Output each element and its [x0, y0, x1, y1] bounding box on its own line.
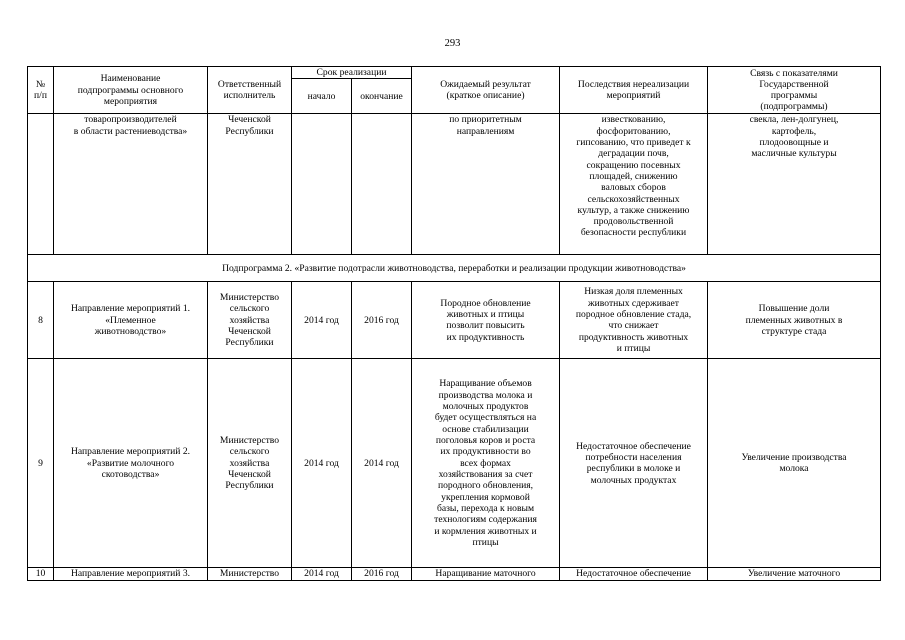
- cell-start: 2014 год: [292, 359, 352, 568]
- header-row-1: [28, 67, 881, 79]
- header-link: Связь с показателями Государственной программы (подпрограммы): [708, 67, 881, 114]
- cell-link: Увеличение производства молока: [708, 359, 881, 568]
- cell-end: 2014 год: [352, 359, 412, 568]
- cell-start: [292, 114, 352, 255]
- section-row: [28, 255, 881, 282]
- header-end: окончание: [352, 79, 412, 114]
- header-start: начало: [292, 79, 352, 114]
- cell-start: 2014 год: [292, 282, 352, 359]
- cell-name: Направление мероприятий 1. «Племенное животноводство»: [54, 282, 208, 359]
- table-row: [28, 282, 881, 359]
- cell-executor: Министерство сельского хозяйства Чеченской Республики: [208, 359, 292, 568]
- cell-result: Наращивание объемов производства молока и молочных продуктов будет осуществляться на основе стабилизации поголовья коров и роста их продуктивности во всех формах хозяйствования за счет породного обновления, укрепления кормовой базы, перехода к новым технологиям содержания и кормления животных и птицы: [412, 359, 560, 568]
- cell-end: 2016 год: [352, 282, 412, 359]
- header-num: № п/п: [28, 67, 54, 114]
- header-name: Наименование подпрограммы основного мероприятия: [54, 67, 208, 114]
- cell-link: Увеличение маточного: [708, 568, 881, 580]
- cell-num: 10: [28, 568, 54, 580]
- cell-name: Направление мероприятий 2. «Развитие молочного скотоводства»: [54, 359, 208, 568]
- table-row: [28, 568, 881, 580]
- cell-consequences: известкованию, фосфоритованию, гипсованию, что приведет к деградации почв, сокращению посевных площадей, снижению валовых сборов сельскохозяйственных культур, а также снижению продовольственной безопасности республики: [560, 114, 708, 255]
- cell-link: Повышение доли племенных животных в структуре стада: [708, 282, 881, 359]
- section-title: Подпрограмма 2. «Развитие подотрасли животноводства, переработки и реализации продукции животноводства»: [28, 255, 881, 282]
- header-executor: Ответственный исполнитель: [208, 67, 292, 114]
- cell-executor: Министерство: [208, 568, 292, 580]
- cell-result: Породное обновление животных и птицы позволит повысить их продуктивность: [412, 282, 560, 359]
- cell-consequences: Недостаточное обеспечение потребности населения республики в молоке и молочных продуктах: [560, 359, 708, 568]
- table-row: [28, 359, 881, 568]
- header-term: Срок реализации: [292, 67, 412, 79]
- cell-start: 2014 год: [292, 568, 352, 580]
- cell-end: 2016 год: [352, 568, 412, 580]
- page-number: 293: [444, 38, 461, 49]
- cell-executor: Министерство сельского хозяйства Чеченской Республики: [208, 282, 292, 359]
- program-activities-table: [27, 66, 881, 581]
- table-row-continuation: [28, 114, 881, 255]
- cell-consequences: Недостаточное обеспечение: [560, 568, 708, 580]
- cell-name: Направление мероприятий 3.: [54, 568, 208, 580]
- cell-end: [352, 114, 412, 255]
- header-result: Ожидаемый результат (краткое описание): [412, 67, 560, 114]
- cell-executor: Чеченской Республики: [208, 114, 292, 255]
- cell-result: Наращивание маточного: [412, 568, 560, 580]
- cell-consequences: Низкая доля племенных животных сдерживает породное обновление стада, что снижает продуктивность животных и птицы: [560, 282, 708, 359]
- cell-result: по приоритетным направлениям: [412, 114, 560, 255]
- cell-num: 9: [28, 359, 54, 568]
- cell-num: [28, 114, 54, 255]
- header-consequences: Последствия нереализации мероприятий: [560, 67, 708, 114]
- cell-name: товаропроизводителей в области растениеводства»: [54, 114, 208, 255]
- cell-link: свекла, лен-долгунец, картофель, плодоовощные и масличные культуры: [708, 114, 881, 255]
- cell-num: 8: [28, 282, 54, 359]
